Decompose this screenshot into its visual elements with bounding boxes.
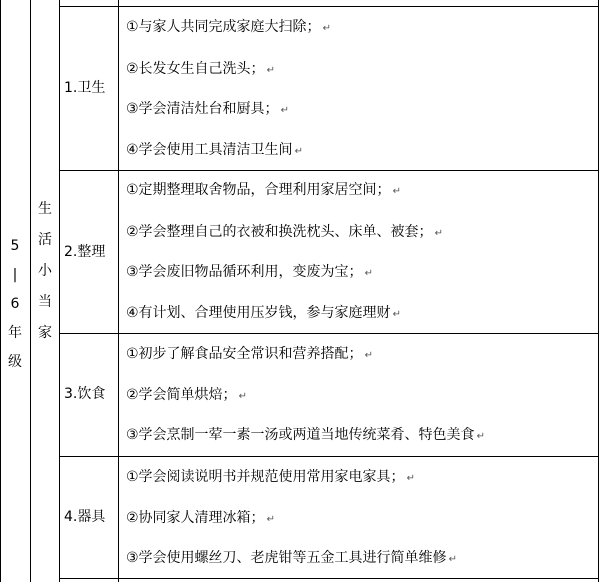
column-divider-unit <box>59 0 60 582</box>
item: ②协同家人清理冰箱； ↵ <box>126 510 275 526</box>
table-border-right <box>598 0 599 582</box>
item: ④有计划、合理使用压岁钱，参与家庭理财 ↵ <box>126 305 401 321</box>
row-divider <box>59 456 599 457</box>
item: ①与家人共同完成家庭大扫除； ↵ <box>126 19 331 35</box>
item: ③学会烹制一荤一素一汤或两道当地传统菜肴、特色美食 ↵ <box>126 427 485 443</box>
category-organize: 2.整理 <box>64 244 106 260</box>
item: ②学会简单烘焙； ↵ <box>126 387 247 403</box>
row-divider <box>59 578 599 579</box>
grade-char: 5 <box>10 238 20 254</box>
unit-cell <box>32 199 58 354</box>
unit-char: 活 <box>38 232 52 248</box>
unit-char: 当 <box>38 294 52 310</box>
grade-cell <box>0 236 30 381</box>
category-diet: 3.饮食 <box>64 386 106 402</box>
item: ②学会整理自己的衣被和换洗枕头、床单、被套； ↵ <box>126 224 443 240</box>
row-divider <box>59 333 599 334</box>
category-appliances: 4.器具 <box>64 509 106 525</box>
item: ③学会废旧物品循环利用，变废为宝； ↵ <box>126 264 373 280</box>
item: ①初步了解食品安全常识和营养搭配； ↵ <box>126 346 373 362</box>
item: ③学会清洁灶台和厨具； ↵ <box>126 101 289 117</box>
unit-char: 小 <box>38 263 52 279</box>
item: ③学会使用螺丝刀、老虎钳等五金工具进行简单维修 ↵ <box>126 550 457 566</box>
grade-char: 级 <box>8 354 22 370</box>
item: ①学会阅读说明书并规范使用常用家电家具； ↵ <box>126 469 415 485</box>
unit-char: 生 <box>38 201 52 217</box>
row-divider <box>59 170 599 171</box>
grade-char: | <box>12 267 18 283</box>
grade-char: 6 <box>10 296 20 312</box>
unit-char: 家 <box>38 325 52 341</box>
item: ④学会使用工具清洁卫生间 ↵ <box>126 142 303 158</box>
category-hygiene: 1.卫生 <box>64 80 106 96</box>
item: ①定期整理取舍物品，合理利用家居空间； ↵ <box>126 182 401 198</box>
column-divider-grade <box>30 0 31 582</box>
item: ②长发女生自己洗头； ↵ <box>126 61 275 77</box>
row-divider <box>59 6 599 7</box>
grade-char: 年 <box>8 325 22 341</box>
